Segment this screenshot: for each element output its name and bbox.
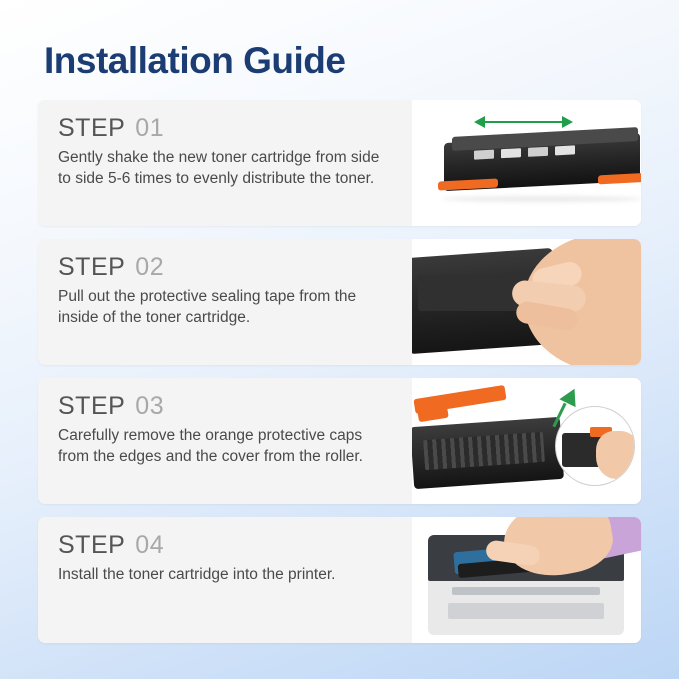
step-number-03: 03 <box>135 392 165 420</box>
step-number-01: 01 <box>135 114 165 142</box>
step-description-03: Carefully remove the orange protective caps from the edges and the cover from the roller. <box>58 427 363 465</box>
step-description-04: Install the toner cartridge into the printer. <box>58 566 336 583</box>
page-title: Installation Guide <box>44 40 346 81</box>
step-heading-02 <box>58 253 396 282</box>
orange-cap-right-icon <box>598 173 641 185</box>
step-label-01: STEP <box>58 114 126 142</box>
step-description-02: Pull out the protective sealing tape from the inside of the toner cartridge. <box>58 288 357 326</box>
step-card-04 <box>38 517 641 643</box>
step-image-01 <box>412 100 641 226</box>
step-heading-01 <box>58 114 396 143</box>
step-heading-03 <box>58 392 396 421</box>
step-heading-04 <box>58 531 396 560</box>
step-image-02 <box>412 239 641 365</box>
hand-icon <box>596 431 635 479</box>
step-number-02: 02 <box>135 253 165 281</box>
step-card-02 <box>38 239 641 365</box>
shake-arrows-icon <box>412 114 641 130</box>
step-image-03 <box>412 378 641 504</box>
step-text-03 <box>38 378 412 504</box>
step-label-03: STEP <box>58 392 126 420</box>
step-image-04 <box>412 517 641 643</box>
zoom-detail-circle <box>555 406 635 486</box>
step-text-02 <box>38 239 412 365</box>
step-description-01: Gently shake the new toner cartridge from side to side 5-6 times to evenly distribute the toner. <box>58 149 380 187</box>
cartridge-shadow <box>442 196 641 202</box>
step-card-01 <box>38 100 641 226</box>
step-card-03 <box>38 378 641 504</box>
step-label-04: STEP <box>58 531 126 559</box>
step-number-04: 04 <box>135 531 165 559</box>
steps-list <box>38 100 641 653</box>
printer-slot <box>452 587 600 595</box>
step-label-02: STEP <box>58 253 126 281</box>
printer-paper-tray <box>448 603 604 619</box>
step-text-01 <box>38 100 412 226</box>
step-text-04 <box>38 517 412 643</box>
